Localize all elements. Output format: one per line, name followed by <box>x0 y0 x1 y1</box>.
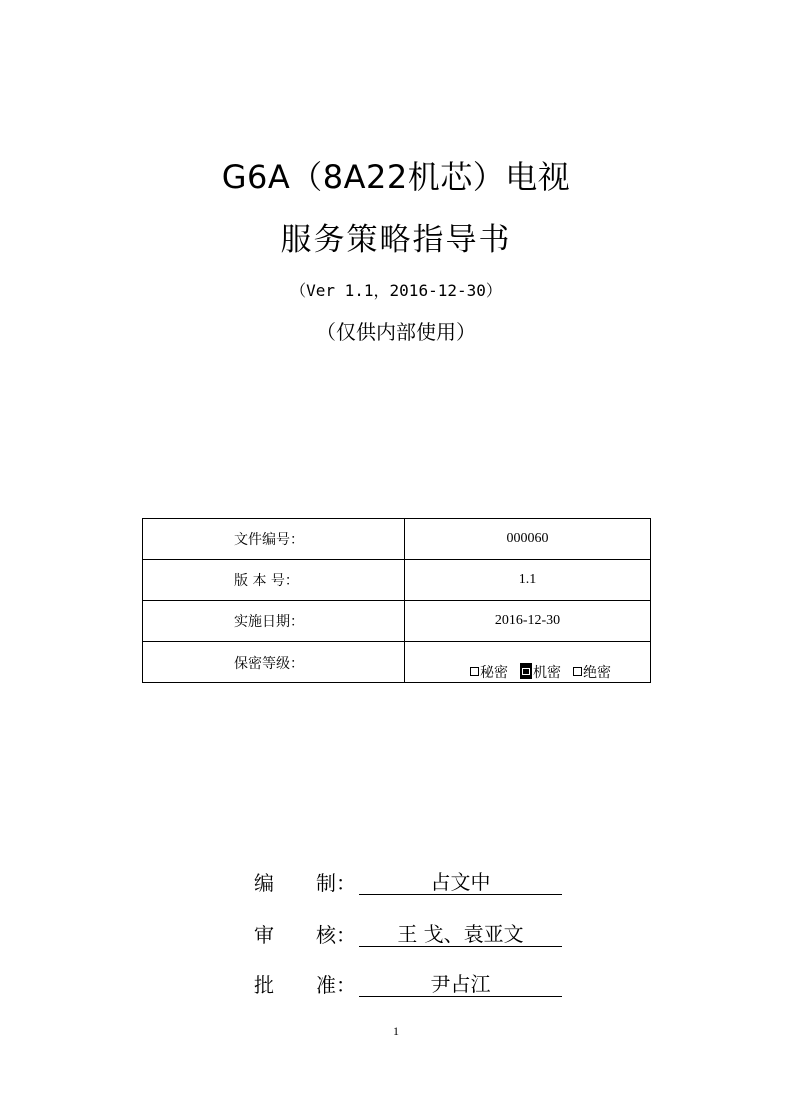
document-title: G6A（8A22机芯）电视 <box>221 158 571 196</box>
security-option-top-secret[interactable] <box>573 664 611 682</box>
signature-name: 王 戈、袁亚文 <box>359 922 562 947</box>
page-number: 1 <box>393 1024 399 1038</box>
security-option-label: 绝密 <box>583 665 611 681</box>
table-row <box>143 560 651 601</box>
signature-label-char: 编 <box>254 871 274 895</box>
table-row <box>143 601 651 642</box>
file-number-label: 文件编号： <box>143 519 405 560</box>
document-info-table <box>142 518 651 683</box>
table-row <box>143 642 651 683</box>
signature-label-char: 审 <box>254 923 274 947</box>
checkbox-unchecked-icon[interactable] <box>573 667 582 676</box>
version-number-label: 版 本 号： <box>143 560 405 601</box>
checkbox-checked-icon[interactable] <box>520 663 532 679</box>
signature-name: 占文中 <box>359 870 562 895</box>
internal-use-note: （仅供内部使用） <box>316 320 476 344</box>
security-option-secret[interactable] <box>470 664 508 682</box>
table-row <box>143 519 651 560</box>
security-option-label: 机密 <box>533 665 561 681</box>
signature-label-char: 准： <box>316 973 356 997</box>
file-number-value: 000060 <box>405 519 651 560</box>
document-subtitle: 服务策略指导书 <box>280 222 512 258</box>
security-option-label: 秘密 <box>480 665 508 681</box>
version-info: （Ver 1.1，2016-12-30） <box>290 281 502 300</box>
version-number-value: 1.1 <box>405 560 651 601</box>
effective-date-value: 2016-12-30 <box>405 601 651 642</box>
signature-label-char: 制： <box>316 871 356 895</box>
signature-label-char: 批 <box>254 973 274 997</box>
security-level-label: 保密等级： <box>143 642 405 683</box>
security-level-options <box>470 663 623 682</box>
security-option-confidential[interactable] <box>520 663 561 682</box>
signature-label-char: 核： <box>316 923 356 947</box>
effective-date-label: 实施日期： <box>143 601 405 642</box>
signature-name: 尹占江 <box>359 972 562 997</box>
security-level-value <box>405 642 651 683</box>
checkbox-unchecked-icon[interactable] <box>470 667 479 676</box>
